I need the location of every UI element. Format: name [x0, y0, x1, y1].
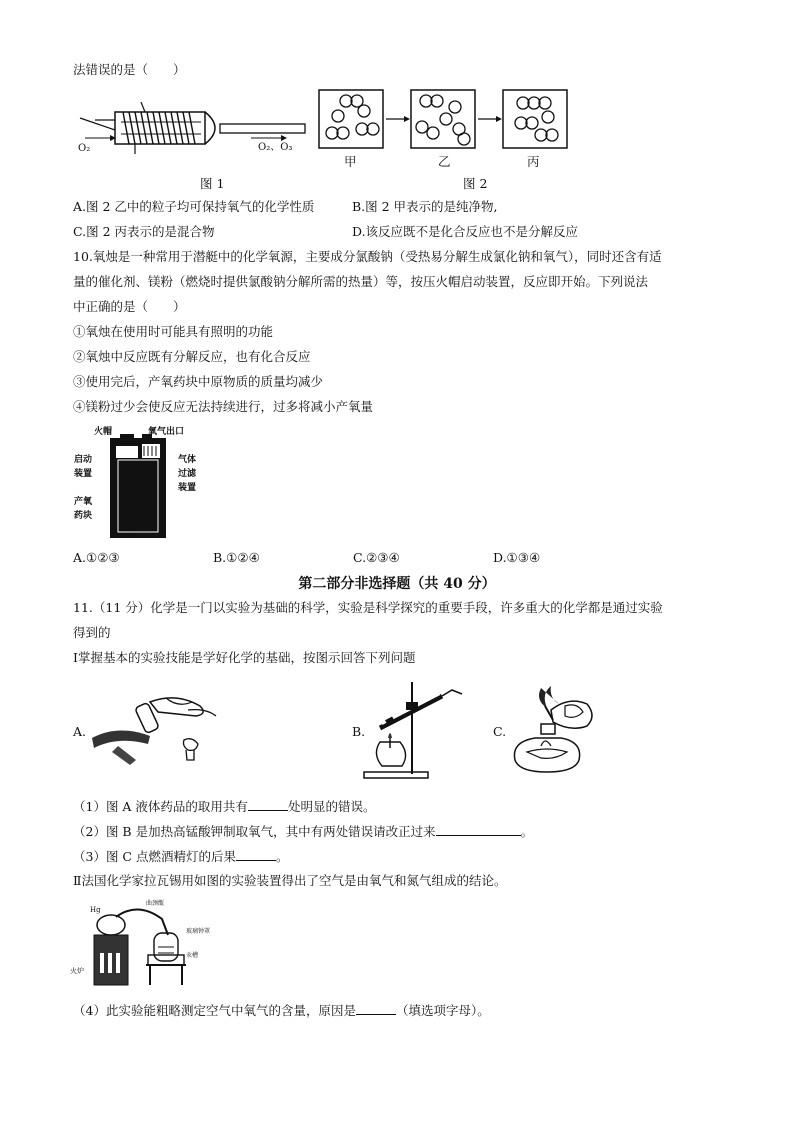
q11-stem-line-1: 11.（11 分）化学是一门以实验为基础的科学，实验是科学探究的重要手段，许多重大的化学都是通过实验 [73, 600, 663, 615]
q11-sub1-answer-blank[interactable] [248, 798, 288, 811]
q11-sub3 [73, 848, 288, 865]
q11-sub3-answer-blank[interactable] [236, 848, 276, 861]
q11-sub3-text-after: 。 [275, 849, 289, 864]
fig-b-label: B. [352, 724, 366, 739]
q11-section-1: Ⅰ掌握基本的实验技能是学好化学的基础，按图示回答下列问题 [73, 650, 416, 665]
candle-label-filter-1: 气体 [178, 455, 197, 465]
q11-sub2-text-after: 。 [520, 824, 534, 839]
lavoisier-label-bell: 玻璃钟罩 [186, 928, 211, 935]
candle-label-cap: 火帽 [94, 427, 113, 437]
q10-option-b: B.①②④ [213, 550, 260, 565]
fig2-label-jia: 甲 [344, 154, 357, 169]
q11-sub2 [73, 823, 533, 840]
fig1-o2-label: O₂ [78, 143, 91, 154]
lavoisier-label-trough: 汞槽 [186, 952, 199, 959]
q9-option-a: A.图 2 乙中的粒子均可保持氧气的化学性质 [73, 199, 315, 214]
q10-statement-2: ②氧烛中反应既有分解反应，也有化合反应 [73, 349, 311, 364]
q10-option-a: A.①②③ [73, 550, 120, 565]
fig1-o2-o3-label: O₂、O₃ [258, 142, 293, 153]
q11-sub4-text-after: （填选项字母）。 [395, 1003, 490, 1018]
q10-statement-1: ①氧烛在使用时可能具有照明的功能 [73, 324, 274, 339]
fig-b-heating-apparatus [360, 676, 470, 782]
q10-stem-line-2: 量的催化剂、镁粉（燃烧时提供氯酸钠分解所需的热量）等，按压火帽启动装置，反应即开始。下列说法 [73, 274, 649, 289]
fig2-label-bing: 丙 [527, 154, 540, 169]
q11-sub4-text-before: （4）此实验能粗略测定空气中氧气的含量，原因是 [73, 1003, 356, 1018]
q10-stem-line-3: 中正确的是（ ） [73, 299, 186, 314]
fig2-label-yi: 乙 [438, 154, 451, 169]
candle-label-filter-3: 装置 [178, 483, 197, 493]
candle-label-block-2: 药块 [74, 511, 93, 521]
candle-label-start-2: 装置 [74, 469, 93, 479]
q11-sub2-text-before: （2）图 B 是加热高锰酸钾制取氧气，其中有两处错误请改正过来 [73, 824, 436, 839]
q9-option-d: D.该反应既不是化合反应也不是分解反应 [352, 224, 579, 239]
fig2-caption: 图 2 [463, 176, 488, 191]
q10-option-d: D.①③④ [493, 550, 541, 565]
q11-sub3-text-before: （3）图 C 点燃酒精灯的后果 [73, 849, 236, 864]
candle-label-block-1: 产氧 [74, 497, 93, 507]
fig1-caption: 图 1 [200, 176, 225, 191]
q10-statement-3: ③使用完后，产氧药块中原物质的质量均减少 [73, 374, 324, 389]
q11-sub1-text-before: （1）图 A 液体药品的取用共有 [73, 799, 248, 814]
q11-sub4 [73, 1002, 490, 1019]
fig-c-alcohol-lamp [505, 680, 615, 780]
q11-sub1-text-after: 处明显的错误。 [287, 799, 376, 814]
q11-sub1 [73, 798, 375, 815]
q11-sub2-answer-blank[interactable] [436, 823, 521, 836]
lavoisier-label-hg: Hg [90, 906, 101, 914]
candle-label-start-1: 启动 [74, 455, 93, 465]
fig-a-pouring-liquid [88, 688, 223, 768]
q10-option-c: C.②③④ [353, 550, 400, 565]
fig-c-label: C. [493, 724, 507, 739]
q11-section-2: Ⅱ法国化学家拉瓦锡用如图的实验装置得出了空气是由氧气和氮气组成的结论。 [73, 873, 507, 888]
fig-a-label: A. [73, 724, 87, 739]
particle-boxes-figure [318, 89, 570, 151]
q9-option-b: B.图 2 甲表示的是纯净物, [352, 199, 498, 214]
q11-sub4-answer-blank[interactable] [356, 1002, 396, 1015]
q9-stem-tail: 法错误的是（ ） [73, 62, 186, 77]
q10-stem-line-1: 10.氧烛是一种常用于潜艇中的化学氧源，主要成分氯酸钠（受热易分解生成氯化钠和氧气），同时还含有适 [73, 249, 662, 264]
lavoisier-label-retort: 曲颈甑 [146, 900, 165, 907]
candle-label-filter-2: 过滤 [178, 469, 197, 479]
q9-option-c: C.图 2 丙表示的是混合物 [73, 224, 215, 239]
oxygen-candle-figure [108, 434, 170, 542]
candle-label-outlet: 氧气出口 [148, 427, 185, 437]
lavoisier-label-furnace: 火炉 [70, 967, 84, 975]
part2-title: 第二部分非选择题（共 40 分） [298, 576, 496, 592]
q11-stem-line-2: 得到的 [73, 625, 111, 640]
q10-statement-4: ④镁粉过少会使反应无法持续进行，过多将减小产氧量 [73, 399, 374, 414]
